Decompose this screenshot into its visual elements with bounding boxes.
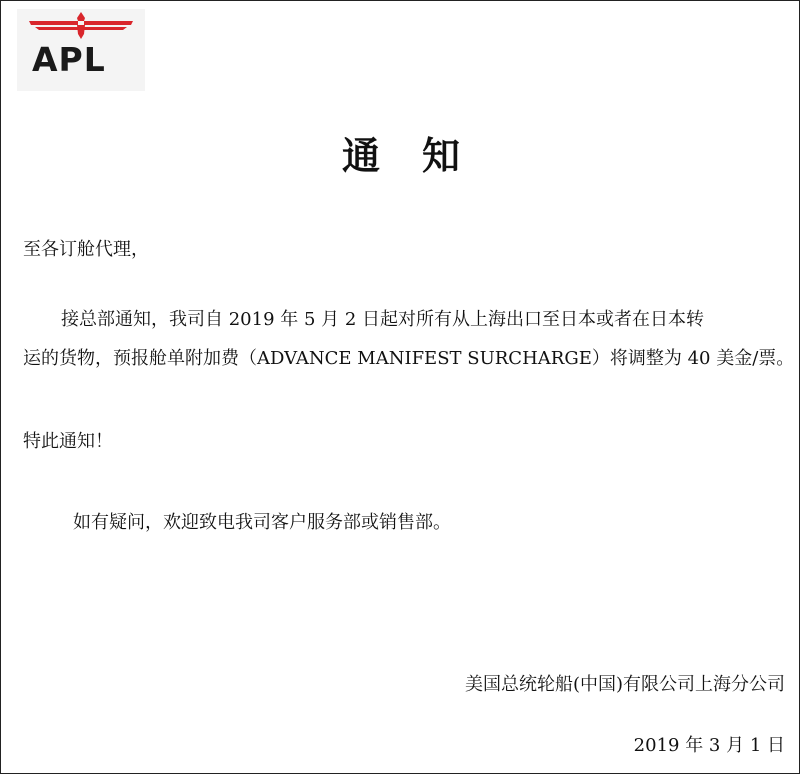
body-line-2: 运的货物，预报舱单附加费（ADVANCE MANIFEST SURCHARGE）将调整为 40 美金/票。 xyxy=(23,348,795,369)
closing-line: 特此通知！ xyxy=(23,431,113,452)
notice-title: 通知 xyxy=(341,133,502,178)
apl-logo xyxy=(17,9,145,91)
salutation: 至各订舱代理， xyxy=(23,239,149,260)
logo-text: APL xyxy=(32,40,106,79)
company-signature: 美国总统轮船(中国)有限公司上海分公司 xyxy=(464,674,785,695)
contact-line: 如有疑问，欢迎致电我司客户服务部或销售部。 xyxy=(73,512,451,533)
notice-date: 2019 年 3 月 1 日 xyxy=(633,735,785,756)
eagle-icon xyxy=(27,12,135,40)
body-line-1: 接总部通知，我司自 2019 年 5 月 2 日起对所有从上海出口至日本或者在日本转 xyxy=(61,309,705,330)
